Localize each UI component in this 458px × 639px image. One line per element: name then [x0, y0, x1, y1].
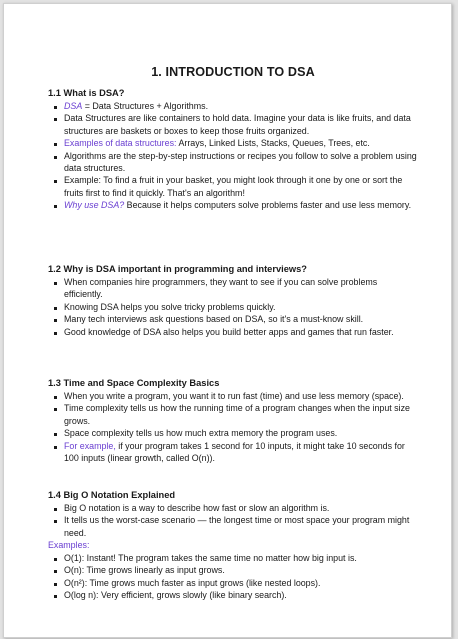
examples-label: Examples: [48, 540, 90, 550]
bullet-icon [54, 396, 57, 399]
list-item-text: = Data Structures + Algorithms. [82, 101, 209, 111]
bullet-icon [54, 332, 57, 335]
highlighted-term: For example, [64, 440, 116, 451]
bullet-icon [54, 508, 57, 511]
bullet-icon [54, 156, 57, 159]
bullet-icon [54, 433, 57, 436]
list-item-text: Arrays, Linked Lists, Stacks, Queues, Trees, etc. [176, 138, 370, 149]
list-item-text: Example: To find a fruit in your basket, you might look through it one by one or sort the fruits first to find it quickly. That's an algorithm! [64, 175, 403, 198]
list-item [48, 514, 418, 539]
list-item-text: O(log n): Very efficient, grows slowly (like binary search). [64, 590, 287, 601]
list-item-text: It tells us the worst-case scenario — the longest time or most space your program might need. [64, 515, 410, 538]
list-item [48, 100, 418, 112]
list-item-text: Many tech interviews ask questions based on DSA, so it's a must-know skill. [64, 314, 364, 325]
bullet-icon [54, 520, 57, 523]
bullet-icon [54, 180, 57, 183]
list-item [48, 174, 418, 199]
bullet-icon [54, 446, 57, 449]
bullet-icon [54, 583, 57, 586]
list-item-text: Space complexity tells us how much extra memory the program uses. [64, 428, 338, 439]
section-heading-complexity-basics: 1.3 Time and Space Complexity Basics [48, 378, 220, 388]
list-item [48, 112, 418, 137]
list-item [48, 137, 418, 149]
list-item-text: Time complexity tells us how the running time of a program changes when the input size grows. [64, 403, 410, 426]
list-item [48, 552, 418, 564]
section-list-big-o-examples [48, 552, 418, 602]
list-item-text: Data Structures are like containers to hold data. Imagine your data is like fruits, and data structures are baskets or boxes to keep those fruits organized. [64, 113, 411, 136]
list-item-text: if your program takes 1 second for 10 inputs, it might take 10 seconds for 100 inputs (linear growth, called O(n)). [64, 440, 405, 464]
list-item-text: O(n²): Time grows much faster as input grows (like nested loops). [64, 577, 321, 588]
section-heading-what-is-dsa: 1.1 What is DSA? [48, 88, 125, 98]
bullet-icon [54, 143, 57, 146]
list-item-text: O(1): Instant! The program takes the same time no matter how big input is. [64, 553, 357, 563]
list-item-text: When you write a program, you want it to run fast (time) and use less memory (space). [64, 391, 404, 401]
list-item-text: Big O notation is a way to describe how fast or slow an algorithm is. [64, 503, 330, 513]
list-item-text: O(n): Time grows linearly as input grows. [64, 565, 225, 576]
list-item [48, 577, 418, 589]
bullet-icon [54, 106, 57, 109]
bullet-icon [54, 570, 57, 573]
bullet-icon [54, 319, 57, 322]
section-list-what-is-dsa [48, 100, 418, 212]
bullet-icon [54, 595, 57, 598]
list-item-text: When companies hire programmers, they want to see if you can solve problems efficiently. [64, 277, 378, 300]
list-item [48, 589, 418, 601]
bullet-icon [54, 118, 57, 121]
list-item [48, 440, 418, 465]
list-item-text: Good knowledge of DSA also helps you build better apps and games that run faster. [64, 326, 394, 337]
list-item [48, 502, 418, 514]
highlighted-term: DSA [64, 101, 83, 111]
section-list-big-o [48, 502, 418, 539]
list-item [48, 326, 418, 338]
list-item-text: Algorithms are the step-by-step instructions or recipes you follow to solve a problem using data structures. [64, 150, 417, 174]
list-item-text: Because it helps computers solve problems faster and use less memory. [124, 200, 412, 211]
highlighted-term: Why use DSA? [64, 200, 125, 211]
list-item [48, 150, 418, 175]
list-item [48, 199, 418, 211]
list-item [48, 390, 418, 402]
section-heading-why-important: 1.2 Why is DSA important in programming and interviews? [48, 264, 307, 274]
bullet-icon [54, 205, 57, 208]
page-title: 1. INTRODUCTION TO DSA [151, 65, 315, 79]
bullet-icon [54, 558, 57, 561]
highlighted-term: Examples of data structures: [64, 138, 177, 149]
section-list-complexity-basics [48, 390, 418, 464]
list-item [48, 402, 418, 427]
section-heading-big-o: 1.4 Big O Notation Explained [48, 490, 176, 500]
bullet-icon [54, 408, 57, 411]
list-item [48, 276, 418, 301]
list-item [48, 427, 418, 439]
section-list-why-important [48, 276, 418, 338]
bullet-icon [54, 282, 57, 285]
bullet-icon [54, 307, 57, 310]
list-item [48, 564, 418, 576]
list-item [48, 301, 418, 313]
list-item-text: Knowing DSA helps you solve tricky problems quickly. [64, 301, 276, 312]
document-page [3, 3, 452, 638]
list-item [48, 313, 418, 325]
